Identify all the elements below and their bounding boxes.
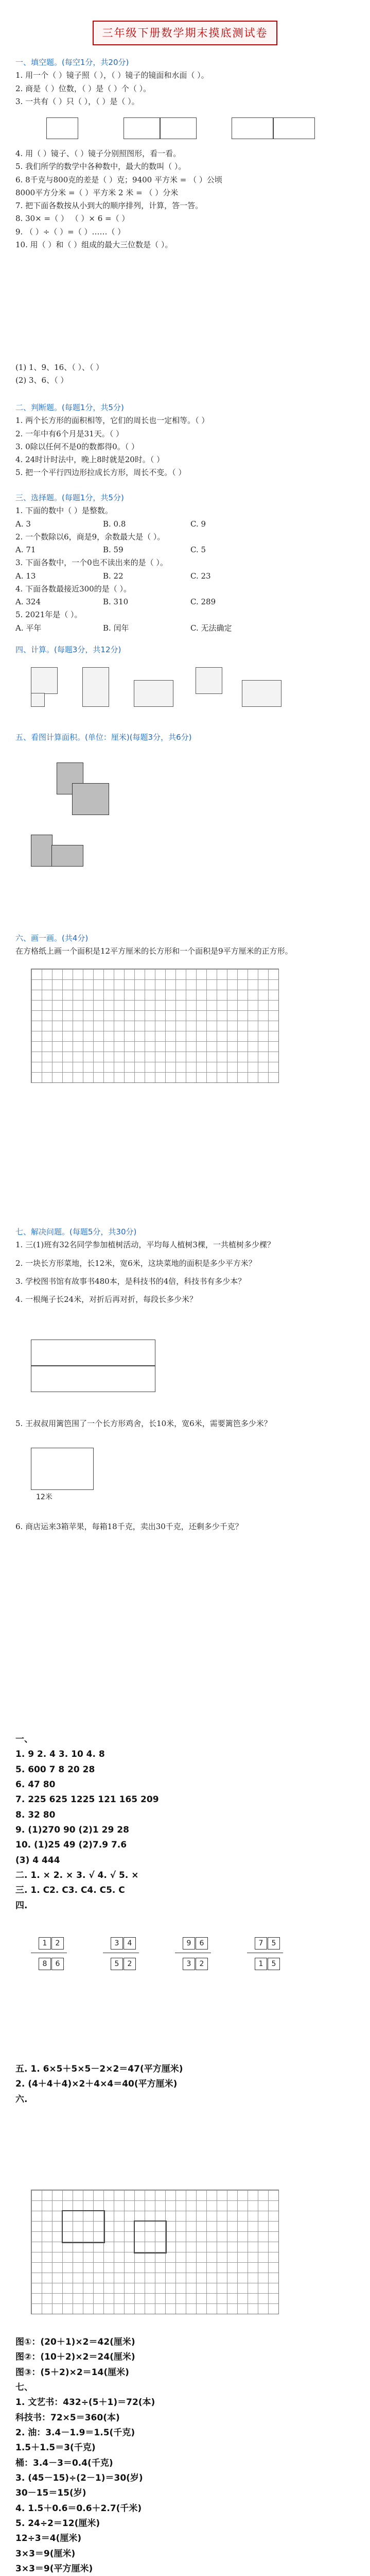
figure-cubes xyxy=(82,667,109,707)
answer-line: (3) 4 444 xyxy=(15,1855,60,1866)
answer-line: 1. 9 2. 4 3. 10 4. 8 xyxy=(15,1749,105,1760)
area-shape xyxy=(72,783,109,815)
options-row xyxy=(15,570,355,582)
figure-cubes xyxy=(196,667,222,694)
question: 3. 0除以任何不是0的数都得0。（ ） xyxy=(15,442,139,451)
section-heading: 一、填空题。(每空1分，共20分) xyxy=(15,58,129,67)
section-word-problems-cont xyxy=(15,1417,355,1431)
question: 4. 一根绳子长24米，对折后再对折，每段长多少米？ xyxy=(15,1295,198,1304)
question: 5. 2021年是（ ）。 xyxy=(15,610,82,620)
option: B. 59 xyxy=(103,545,124,554)
figure-cubes xyxy=(31,693,45,707)
question: 在方格纸上画一个面积是12平方厘米的长方形和一个面积是9平方厘米的正方形。 xyxy=(15,946,293,956)
answer-line: 二. 1. × 2. × 3. √ 4. √ 5. × xyxy=(15,1870,139,1881)
problem-figure xyxy=(31,1448,94,1490)
answer-line: 2. (4＋4＋4)×2＋4×4＝40(平方厘米) xyxy=(15,2079,178,2090)
section-multiple-choice xyxy=(15,492,355,635)
question: 1. 两个长方形的面积相等，它们的周长也一定相等。（ ） xyxy=(15,416,209,426)
answer-line: 五. 1. 6×5＋5×5－2×2＝47(平方厘米) xyxy=(15,2064,183,2074)
question: 9. （ ）÷（ ）=（ ）……（ ） xyxy=(15,227,126,236)
option: C. 289 xyxy=(190,597,216,606)
question: 5. 把一个平行四边形拉成长方形，周长不变。（ ） xyxy=(15,468,186,478)
section-heading: 六、画一画。(共4分) xyxy=(15,934,89,943)
answer-line: 图①：(20＋1)×2＝42(厘米) xyxy=(15,2337,135,2347)
calc-box: 6 xyxy=(196,1937,208,1950)
answer-line: 4. 1.5＋0.6＝0.6＋2.7(千米) xyxy=(15,2503,142,2514)
option: A. 平年 xyxy=(15,623,42,633)
question: 7. 把下面各数按从小到大的顺序排列，计算，答一答。 xyxy=(15,201,203,210)
answer-section xyxy=(15,1731,355,1914)
section-heading: 三、选择题。(每题1分，共5分) xyxy=(15,493,124,502)
question: 3. 下面各数中，一个0也不读出来的是（ ）。 xyxy=(15,558,168,568)
figure-cubes xyxy=(31,667,58,694)
question: 2. 商是（ ）位数，（ ）是（ ）个（ ）。 xyxy=(15,83,151,93)
calc-box: 7 xyxy=(255,1937,267,1950)
question: 4. 用（ ）镜子、（ ）镜子分别照图形，看一看。 xyxy=(15,149,181,158)
area-shape xyxy=(31,835,52,867)
question: 3. 学校图书馆有故事书480本，是科技书的4倍，科技书有多少本？ xyxy=(15,1276,246,1286)
answer-line: 9. (1)270 90 (2)1 29 28 xyxy=(15,1825,129,1836)
answer-line: 图③：(5＋2)×2＝14(厘米) xyxy=(15,2367,129,2378)
answer-heading: 一、 xyxy=(15,1734,33,1744)
section-fill-blanks xyxy=(15,57,355,109)
option: B. 310 xyxy=(103,597,129,606)
calc-box: 4 xyxy=(124,1937,136,1950)
calc-box: 1 xyxy=(39,1937,51,1950)
question: (1) 1、9、16、（ ）、（ ） xyxy=(15,363,104,372)
answer-line: 图②：(10＋2)×2＝24(厘米) xyxy=(15,2352,135,2363)
section-word-problems-last xyxy=(15,1520,355,1534)
calc-box: 3 xyxy=(183,1958,195,1970)
answer-line: 1.5＋1.5＝3(千克) xyxy=(15,2443,96,2453)
question: 1. 三(1)班有32名同学参加植树活动，平均每人植树3棵，一共植树多少棵？ xyxy=(15,1240,275,1250)
question: 3. 一共有（ ）只（ ），（ ）是（ ）。 xyxy=(15,96,139,106)
question: 5. 王叔叔用篱笆围了一个长方形鸡舍，长10米，宽6米，需要篱笆多少米？ xyxy=(15,1419,272,1428)
options-row xyxy=(15,622,355,634)
question: 2. 一个数除以6，商是9，余数最大是（ ）。 xyxy=(15,532,165,541)
figure-divider xyxy=(160,117,161,139)
answer-line: 三. 1. C2. C3. C4. C5. C xyxy=(15,1885,125,1896)
option: B. 0.8 xyxy=(103,519,126,529)
question: 10. 用（ ）和（ ）组成的最大三位数是（ ）。 xyxy=(15,240,173,249)
question: 1. 下面的数中（ ）是整数。 xyxy=(15,506,113,516)
section-calculation xyxy=(15,644,355,656)
question: 2. 一年中有6个月是31天。（ ） xyxy=(15,429,124,438)
option: A. 3 xyxy=(15,519,31,529)
problem-figure-line xyxy=(31,1365,155,1366)
answer-line: 3. (45－15)÷(2－1)＝30(岁) xyxy=(15,2473,143,2484)
calc-box: 6 xyxy=(51,1958,64,1970)
answer-line: 12÷3＝4(厘米) xyxy=(15,2533,82,2544)
figure-box xyxy=(46,117,78,139)
calc-box: 5 xyxy=(111,1958,123,1970)
answer-line: 10. (1)25 49 (2)7.9 7.6 xyxy=(15,1840,127,1851)
answer-line: 5. 600 7 8 20 28 xyxy=(15,1764,95,1775)
answer-line: 科技书：72×5＝360(本) xyxy=(15,2412,120,2423)
option: B. 闰年 xyxy=(103,623,129,633)
answer-line: 7. 225 625 1225 121 165 209 xyxy=(15,1794,159,1805)
calc-box: 1 xyxy=(255,1958,267,1970)
option: A. 324 xyxy=(15,597,41,606)
section-heading: 二、判断题。(每题1分，共5分) xyxy=(15,403,124,412)
question: 1. 用一个（ ）镜子照（ ），（ ）镜子的镜面和水面（ ）。 xyxy=(15,71,209,80)
scale-label: 12米 xyxy=(36,1493,52,1501)
section-heading: 五、看图计算面积。(单位：厘米)(每题3分，共6分) xyxy=(15,733,192,742)
question: 6. 8千克与800克的差是（ ）克；9400 平方米 = （ ）公顷 xyxy=(15,175,222,184)
option: C. 23 xyxy=(190,571,211,581)
answer-line: 桶：3.4－3＝0.4(千克) xyxy=(15,2458,113,2468)
options-row xyxy=(15,596,355,608)
answer-line: 30－15＝15(岁) xyxy=(15,2488,86,2499)
answer-line: 六. xyxy=(15,2094,28,2105)
question: 8. 30× =（ ） （ ）× 6 =（ ） xyxy=(15,214,130,224)
section-true-false xyxy=(15,402,355,480)
option: B. 22 xyxy=(103,571,124,581)
answer-section-2 xyxy=(15,2061,355,2108)
answer-line: 1. 文艺书：432÷(5＋1)＝72(本) xyxy=(15,2397,155,2408)
calc-box: 3 xyxy=(111,1937,123,1950)
question: 5. 我们所学的数学中各种数中，最大的数叫（ ）。 xyxy=(15,162,186,172)
answer-line: 2. 油：3.4－1.9＝1.5(千克) xyxy=(15,2428,135,2438)
figure-cubes xyxy=(242,680,281,707)
area-shape xyxy=(51,845,83,867)
answer-line: 8. 32 80 xyxy=(15,1809,56,1820)
options-row xyxy=(15,544,355,556)
page-title: 三年级下册数学期末摸底测试卷 xyxy=(93,21,277,45)
calc-box: 9 xyxy=(183,1937,195,1950)
section-heading: 七、解决问题。(每题5分，共30分) xyxy=(15,1227,137,1236)
answer-line: 3×3＝9(平方厘米) xyxy=(15,2564,93,2574)
option: A. 13 xyxy=(15,571,36,581)
section-heading: 四、计算。(每题3分，共12分) xyxy=(15,645,121,654)
question: 4. 24时计时法中，晚上8时就是20时。（ ） xyxy=(15,455,165,464)
calc-box: 2 xyxy=(124,1958,136,1970)
section-fill-blanks-cont xyxy=(15,147,355,252)
option: C. 5 xyxy=(190,545,206,554)
answer-rect xyxy=(62,2210,105,2243)
answer-section-3 xyxy=(15,2334,355,2576)
question: 4. 下面各数最接近300的是（ ）。 xyxy=(15,584,131,594)
calc-box: 5 xyxy=(268,1937,280,1950)
sequence-questions xyxy=(15,361,355,388)
answer-line: 3×3＝9(厘米) xyxy=(15,2548,76,2559)
calc-box: 5 xyxy=(268,1958,280,1970)
figure-divider xyxy=(273,117,274,139)
answer-line: 七、 xyxy=(15,2382,33,2393)
answer-line: 6. 47 80 xyxy=(15,1780,56,1790)
question: 6. 商店运来3箱苹果，每箱18千克，卖出30千克，还剩多少千克？ xyxy=(15,1522,243,1531)
section-draw xyxy=(15,933,355,959)
answer-line: 5. 24÷2＝12(厘米) xyxy=(15,2518,100,2529)
option: A. 71 xyxy=(15,545,36,554)
option: C. 9 xyxy=(190,519,206,529)
question: 8000平方分米 =（ ）平方米 2 米 = （ ）分米 xyxy=(15,188,179,197)
answer-square xyxy=(134,2221,167,2253)
figure-cubes xyxy=(134,680,173,707)
section-area xyxy=(15,732,355,743)
option: C. 无法确定 xyxy=(190,623,232,633)
calc-box: 2 xyxy=(51,1937,64,1950)
answer-line: 四. xyxy=(15,1900,28,1911)
drawing-grid xyxy=(31,969,279,1083)
options-row xyxy=(15,518,355,530)
question: 2. 一块长方形菜地，长12米，宽6米，这块菜地的面积是多少平方米？ xyxy=(15,1258,256,1268)
calc-box: 8 xyxy=(39,1958,51,1970)
question: (2) 3、6、（ ） xyxy=(15,376,68,385)
calc-box: 2 xyxy=(196,1958,208,1970)
section-word-problems xyxy=(15,1226,355,1307)
